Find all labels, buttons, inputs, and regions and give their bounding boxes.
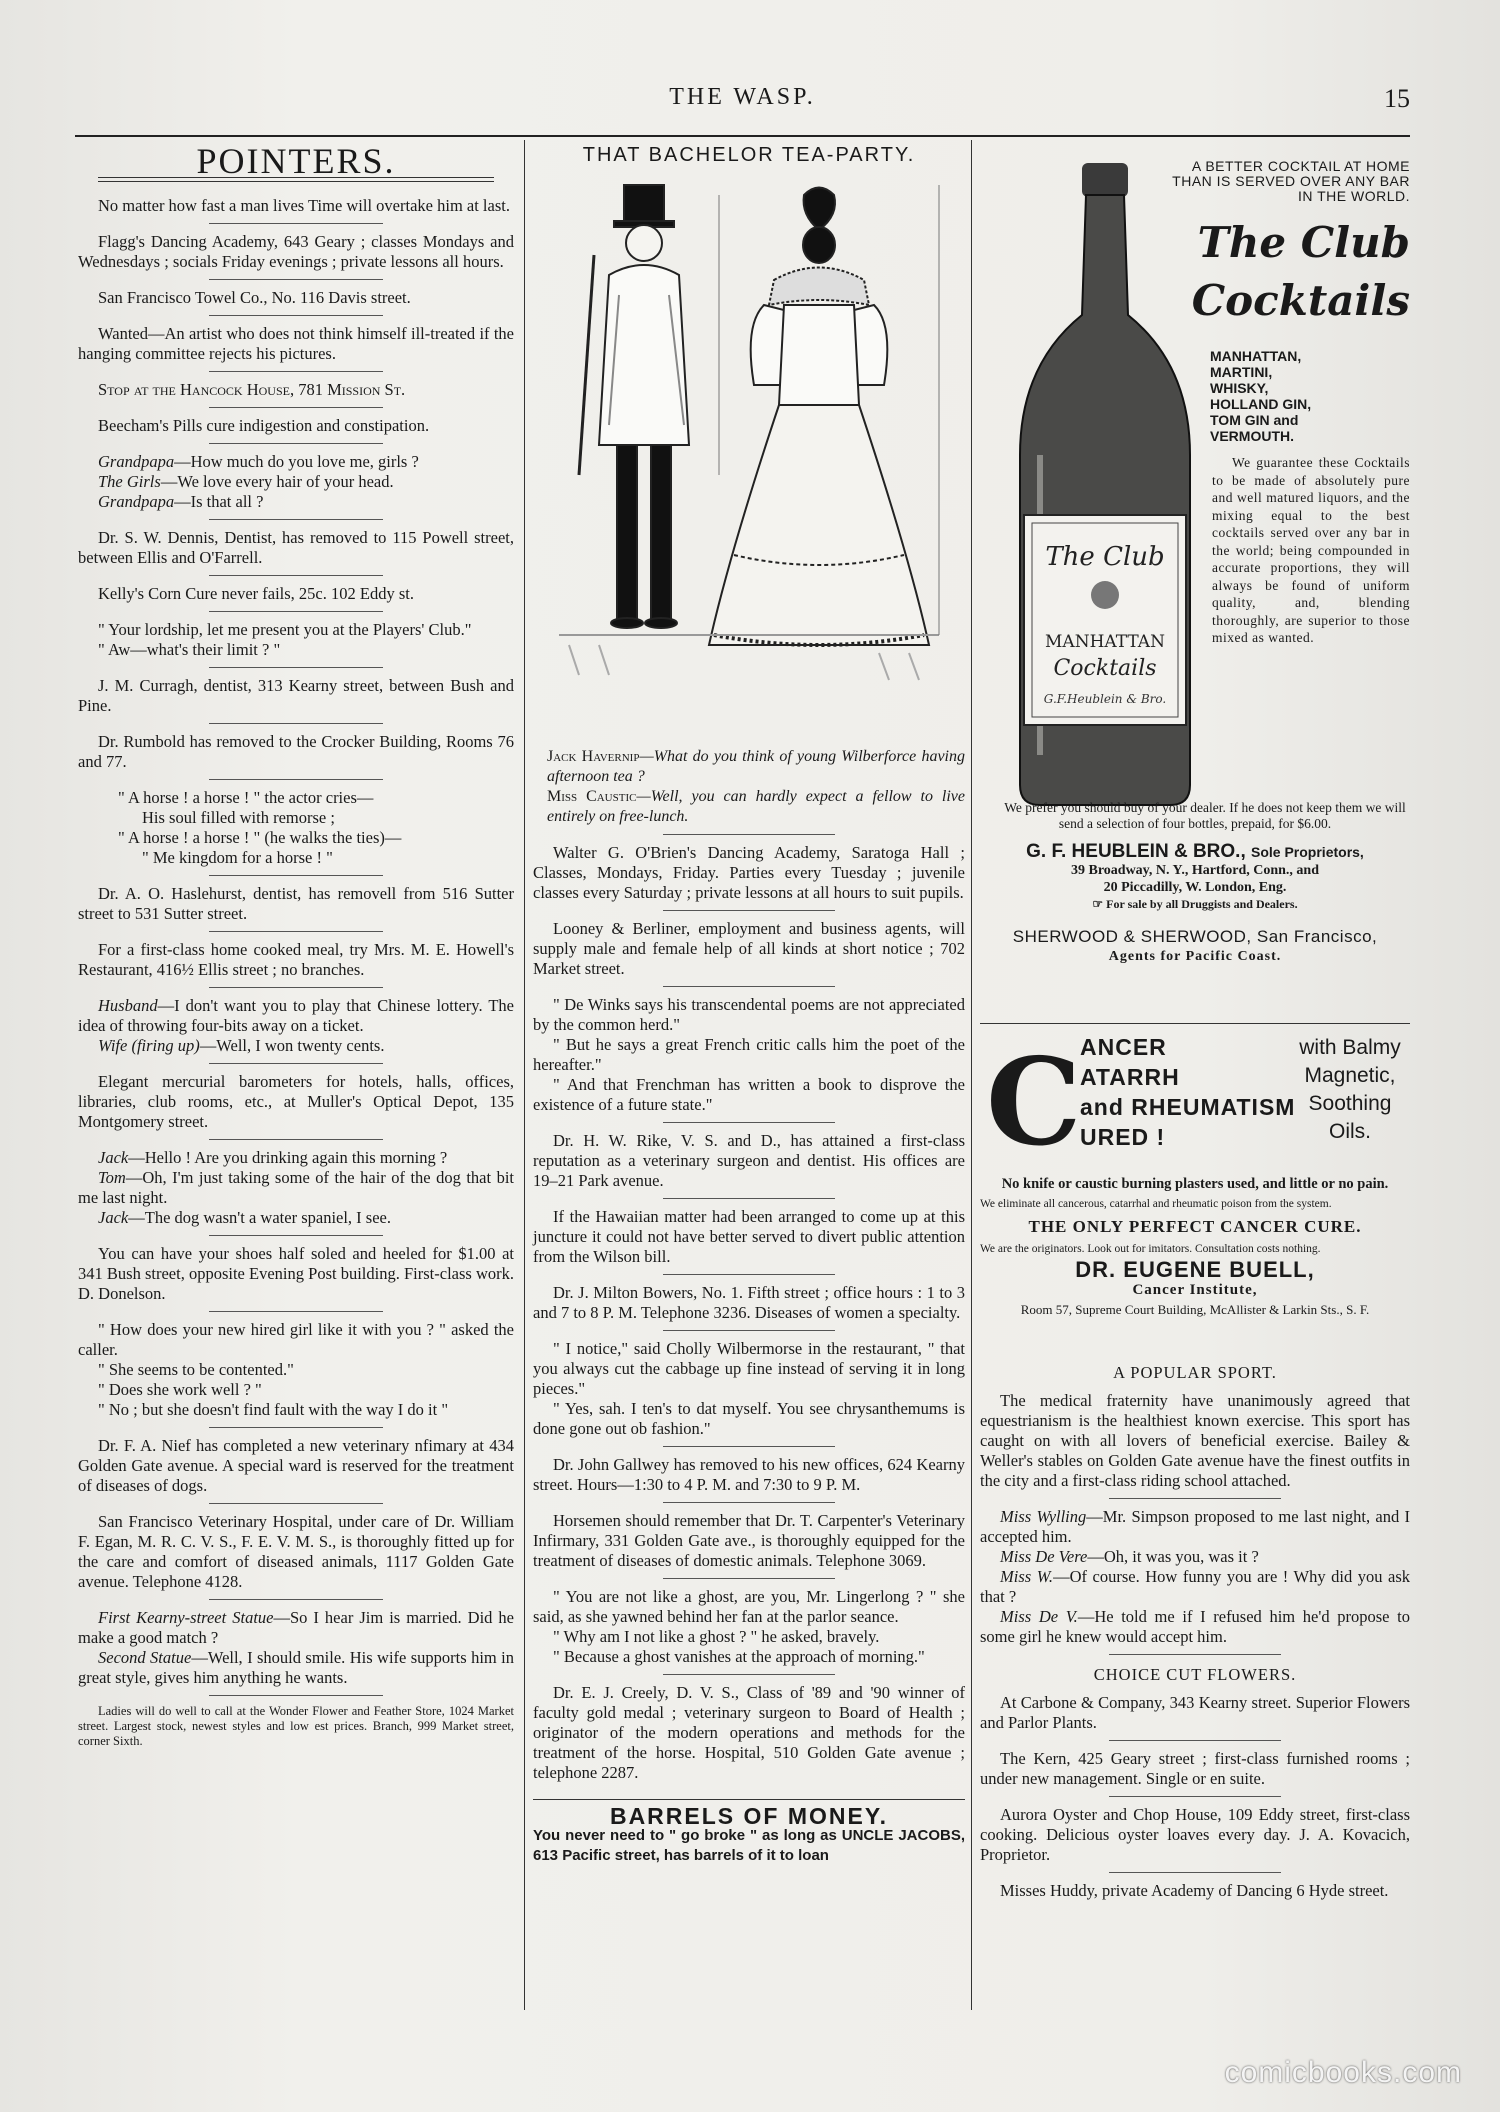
page-number: 15 [1384,84,1410,113]
pointer-item: No matter how fast a man lives Time will overtake him at last. [78,196,514,224]
column-divider-1 [524,140,525,2010]
pointer-item: Wanted—An artist who does not think himself ill-treated if the hanging committee rejects his pictures. [78,324,514,372]
column-divider-2 [971,140,972,2010]
pointer-item: San Francisco Towel Co., No. 116 Davis street. [78,288,514,316]
pointer-item: Dr. E. J. Creely, D. V. S., Class of '89 and '90 winner of faculty gold medal ; veterinary surgeon to Board of Health ; originator of the modern operations and methods for the treatment of the horse. Hospital, 510 Golden Gate avenue ; telephone 2287. [533,1683,965,1782]
club-ad-copy [1170,159,1410,647]
pointer-item: Kelly's Corn Cure never fails, 25c. 102 Eddy st. [78,584,514,612]
popular-sport-title: A POPULAR SPORT. [1113,1363,1277,1382]
header-rule [75,135,1410,137]
cancer-cure-ad [980,1023,1410,1353]
pointer-item: The Kern, 425 Geary street ; first-class furnished rooms ; under new management. Single or en suite. [980,1749,1410,1797]
pointer-item: Flagg's Dancing Academy, 643 Geary ; classes Mondays and Wednesdays ; socials Friday evenings ; private lessons all hours. [78,232,514,280]
ad-headline: A BETTER COCKTAIL AT HOME THAN IS SERVED OVER ANY BAR IN THE WORLD. [1172,158,1410,204]
pointer-item: Elegant mercurial barometers for hotels, halls, offices, libraries, club rooms, etc., at Muller's Optical Depot, 135 Montgomery street. [78,1072,514,1140]
svg-text:The Club: The Club [1045,542,1165,572]
pointer-item: Dr. H. W. Rike, V. S. and D., has attained a first-class reputation as a veterinary surgeon and dentist. His offices are 19–21 Park avenue. [533,1131,965,1199]
bachelor-tea-party-illustration [539,175,959,735]
cut-flowers-title: CHOICE CUT FLOWERS. [1093,1665,1297,1684]
big-letter-c: C [986,1032,1082,1173]
pointer-item: Stop at the Hancock House, 781 Mission St. [78,380,514,408]
pointer-item: Dr. Rumbold has removed to the Crocker Building, Rooms 76 and 77. [78,732,514,780]
publication-title: THE WASP. [669,84,816,110]
column-tea-party [533,145,965,1866]
pointer-item: Aurora Oyster and Chop House, 109 Eddy street, first-class cooking. Delicious oyster loaves every day. J. A. Kovacich, Proprietor. [980,1805,1410,1873]
pointer-item: J. M. Curragh, dentist, 313 Kearny street, between Bush and Pine. [78,676,514,724]
column-advertisements [980,145,1410,1917]
pointer-item: If the Hawaiian matter had been arranged to come up at this juncture it could not have better served to divert public attention from the Wilson bill. [533,1207,965,1275]
pointer-item: The medical fraternity have unanimously agreed that equestrianism is the healthiest known exercise. This sport has caught on with all lovers of beneficial exercise. Bailey & Weller's stables on Golden Gate avenue have the finest outfits in the city and a first-class riding school attached. [980,1391,1410,1499]
svg-text:MANHATTAN: MANHATTAN [1045,632,1165,652]
poem-horse: " A horse ! a horse ! " the actor cries— His soul filled with remorse ; " A horse ! a horse ! " (he walks the ties)— " Me kingdom for a horse ! " [78,788,514,876]
club-ad-footer: We prefer you should buy of your dealer. If he does not keep them we will send a selection of four bottles, prepaid, for $6.00. G. F. HEUBLEIN & BRO., Sole Proprietors, 39 Broadway, N. Y., Hartford, Conn., and 20 Piccadilly, W. London, Eng. ☞ For sale by all Druggists and Dealers. SHERWOOD & SHERWOOD, San Francisco, Agents for Pacific Coast. [1004,800,1406,964]
pointer-item: Dr. S. W. Dennis, Dentist, has removed to 115 Powell street, between Ellis and O'Farrell. [78,528,514,576]
top-hat-icon [624,185,664,223]
dialog-husband: Husband—I don't want you to play that Chinese lottery. The idea of throwing four-bits away on a ticket. Wife (firing up)—Well, I won twenty cents. [78,996,514,1064]
pointer-item: Dr. A. O. Haslehurst, dentist, has removell from 516 Sutter street to 531 Sutter street. [78,884,514,932]
cancer-ad-body: No knife or caustic burning plasters used, and little or no pain. We eliminate all cancerous, catarrhal and rheumatic poison from the system. THE ONLY PERFECT CANCER CURE. We are the originators. Look out for imitators. Consultation costs nothing. DR. EUGENE BUELL, Cancer Institute, Room 57, Supreme Court Building, McAllister & Larkin Sts., S. F. [980,1176,1389,1317]
pointer-item: Walter G. O'Brien's Dancing Academy, Saratoga Hall ; Classes, Mondays, Friday. Parties every Tuesday ; juvenile classes every Saturday ; private lessons at all hours to suit pupils. [533,843,965,911]
dialog-cholly: " I notice," said Cholly Wilbermorse in the restaurant, " that you always cut the cabbage up fine instead of serving it in long pieces." " Yes, sah. I ten's to dat myself. You see chrysanthemums is done gone out ob fashion." [533,1339,965,1447]
dialog-wylling: Miss Wylling—Mr. Simpson proposed to me last night, and I accepted him. Miss De Vere—Oh, it was you, was it ? Miss W.—Of course. How funny you are ! Why did you ask that ? Miss De V.—He told me if I refused him he'd propose to some girl he knew would accept him. [980,1507,1410,1655]
page-header [75,82,1410,122]
pointer-item: For a first-class home cooked meal, try Mrs. M. E. Howell's Restaurant, 416½ Ellis street ; no branches. [78,940,514,988]
dialog-statue: First Kearny-street Statue—So I hear Jim is married. Did he make a good match ? Second Statue—Well, I should smile. His wife supports him in great style, gives him anything he wants. [78,1608,514,1696]
pointer-item: Misses Huddy, private Academy of Dancing 6 Hyde street. [1000,1881,1389,1900]
ad-brand: The Club Cocktails [1191,218,1410,325]
svg-text:G.F.Heublein & Bro.: G.F.Heublein & Bro. [1043,692,1167,706]
watermark-logo: comicbooks.com [1224,2056,1462,2089]
pointers-heading: POINTERS. [98,151,494,178]
pointer-item: Looney & Berliner, employment and business agents, will supply male and female help of all kinds at short notice ; 702 Market street. [533,919,965,987]
column-pointers [78,141,515,1765]
dialog-lordship: " Your lordship, let me present you at the Players' Club." " Aw—what's their limit ? " [78,620,514,668]
pointer-item: San Francisco Veterinary Hospital, under care of Dr. William F. Egan, M. R. C. V. S., F. E. V. M. S., is thoroughly fitted up for the care and comfort of diseased animals, 1117 Golden Gate avenue. Telephone 4128. [78,1512,514,1600]
pointer-item: Beecham's Pills cure indigestion and constipation. [78,416,514,444]
pointer-item: Horsemen should remember that Dr. T. Carpenter's Veterinary Infirmary, 331 Golden Gate ave., is thoroughly equipped for the treatment of diseases of domestic animals. Telephone 3069. [533,1511,965,1579]
dialog-grandpapa: Grandpapa—How much do you love me, girls ? The Girls—We love every hair of your head. Grandpapa—Is that all ? [78,452,514,520]
pointer-item: Dr. F. A. Nief has completed a new veterinary nfimary at 434 Golden Gate avenue. A special ward is reserved for the treatment of diseases of dogs. [78,1436,514,1504]
ailments-list: ANCER ATARRH and RHEUMATISM URED ! [1080,1034,1296,1150]
guarantee-text: We guarantee these Cocktails to be made of absolutely pure and well matured liquors, and the mixing equal to the best cocktails served over any bar in the world; being compounded in accurate proportions, they will always be found of uniform quality, and, blending thoroughly, are superior to those mixed as wanted. [1212,455,1410,645]
barrels-of-money-text: You never need to " go broke " as long as UNCLE JACOBS, 613 Pacific street, has barrels of it to loan [533,1827,965,1864]
dialog-de-winks: " De Winks says his transcendental poems are not appreciated by the common herd." " But he says a great French critic calls him the poet of the hereafter." " And that Frenchman has written a book to disprove the existence of a future state." [533,995,965,1123]
club-cocktails-ad [980,145,1410,1015]
pointer-item: At Carbone & Company, 343 Kearny street. Superior Flowers and Parlor Plants. [980,1693,1410,1741]
ladies-note: Ladies will do well to call at the Wonder Flower and Feather Store, 1024 Market street. Largest stock, newest styles and low est prices. Branch, 999 Market street, corner Sixth. [78,1704,514,1748]
pointer-item: You can have your shoes half soled and heeled for $1.00 at 341 Bush street, opposite Evening Post building. First-class work. D. Donelson. [78,1244,514,1312]
oils-text: with Balmy Magnetic, Soothing Oils. [1299,1036,1401,1143]
cocktail-types: MANHATTAN, MARTINI, WHISKY, HOLLAND GIN, TOM GIN and VERMOUTH. [1210,348,1312,444]
illustration-caption: Jack Havernip—What do you think of young Wilberforce having afternoon tea ? Miss Caustic—Well, you can hardly expect a fellow to live entirely on free-lunch. [533,747,965,835]
barrels-of-money-title: BARRELS OF MONEY. [533,1799,965,1826]
dialog-jack: Jack—Hello ! Are you drinking again this morning ? Tom—Oh, I'm just taking some of the hair of the dog that bit me last night. Jack—The dog wasn't a water spaniel, I see. [78,1148,514,1236]
svg-text:Cocktails: Cocktails [1053,656,1157,681]
dialog-ghost: " You are not like a ghost, are you, Mr. Lingerlong ? " she said, as she yawned behind her fan at the parlor seance. " Why am I not like a ghost ? " he asked, bravely. " Because a ghost vanishes at the approach of morning." [533,1587,965,1675]
tea-party-title: THAT BACHELOR TEA-PARTY. [582,144,916,166]
pointer-item: Dr. J. Milton Bowers, No. 1. Fifth street ; office hours : 1 to 3 and 7 to 8 P. M. Telephone 3236. Diseases of women a specialty. [533,1283,965,1331]
pointer-item: Dr. John Gallwey has removed to his new offices, 624 Kearny street. Hours—1:30 to 4 P. M. and 7:30 to 9 P. M. [533,1455,965,1503]
dialog-hired-girl: " How does your new hired girl like it with you ? " asked the caller. " She seems to be contented." " Does she work well ? " " No ; but she doesn't find fault with the way I do it " [78,1320,514,1428]
